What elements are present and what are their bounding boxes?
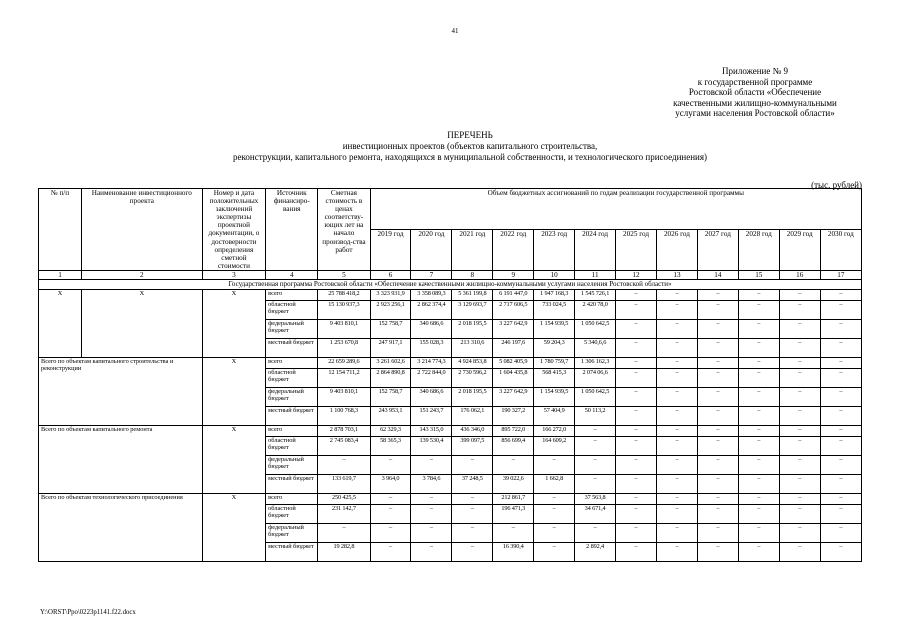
year-amount: – [738,289,779,300]
year-amount: – [779,474,820,493]
year-amount: – [697,300,738,319]
group-name: Всего по объектам технологического присоединения [39,493,203,561]
year-amount: 1 050 642,5 [575,387,616,406]
year-amount: 37 563,8 [575,493,616,504]
year-amount: – [575,474,616,493]
year-amount: – [411,542,452,561]
year-amount: – [575,425,616,436]
estimated-cost: 19 282,8 [318,542,370,561]
year-amount: 2 892,4 [575,542,616,561]
year-amount: – [370,542,411,561]
funding-source: областной бюджет [266,368,318,387]
year-amount: – [738,338,779,357]
year-amount: – [616,357,657,368]
year-amount: – [738,493,779,504]
year-amount: – [779,357,820,368]
year-amount: 176 062,1 [452,406,493,425]
year-amount: – [370,504,411,523]
year-amount: 59 204,3 [534,338,575,357]
column-number: 9 [493,270,534,279]
column-number: 16 [779,270,820,279]
year-amount: – [452,493,493,504]
year-amount: 1 604 435,8 [493,368,534,387]
header-year: 2023 год [534,229,575,270]
year-amount: 1 154 939,5 [534,319,575,338]
header-year: 2027 год [697,229,738,270]
year-amount: – [738,504,779,523]
year-amount: 436 346,0 [452,425,493,436]
year-amount: – [738,542,779,561]
column-number: 4 [266,270,318,279]
year-amount: 5 361 199,8 [452,289,493,300]
year-amount: 856 699,4 [493,436,534,455]
year-amount: 733 024,5 [534,300,575,319]
year-amount: 2 018 195,5 [452,387,493,406]
column-numbers-row [39,270,862,279]
year-amount: 3 323 931,9 [370,289,411,300]
column-number: 2 [81,270,202,279]
year-amount: 1 947 168,3 [534,289,575,300]
year-amount: – [452,455,493,474]
column-number: 6 [370,270,411,279]
year-amount: – [820,474,861,493]
page-number: 41 [451,27,459,35]
year-amount: – [779,368,820,387]
year-amount: 2 074 06,6 [575,368,616,387]
funding-source: местный бюджет [266,474,318,493]
column-number: 5 [318,270,370,279]
year-amount: 50 113,2 [575,406,616,425]
header-year: 2020 год [411,229,452,270]
year-amount: – [656,504,697,523]
units-label: (тыс. рублей) [811,180,862,190]
year-amount: – [738,368,779,387]
year-amount: – [697,523,738,542]
year-amount: – [697,425,738,436]
column-number: 14 [697,270,738,279]
year-amount: – [820,319,861,338]
year-amount: – [738,387,779,406]
program-title: Государственная программа Ростовской области «Обеспечение качественными жилищно-коммунальными услугами населения Ростовской области» [39,279,862,289]
year-amount: 3 227 642,9 [493,387,534,406]
header-year: 2028 год [738,229,779,270]
year-amount: – [738,455,779,474]
estimated-cost: 25 788 418,2 [318,289,370,300]
year-amount: 164 609,2 [534,436,575,455]
year-amount: – [616,436,657,455]
estimated-cost: – [318,523,370,542]
year-amount: – [697,542,738,561]
year-amount: – [656,406,697,425]
year-amount: 6 191 447,0 [493,289,534,300]
table-row [39,289,862,300]
year-amount: 340 686,6 [411,319,452,338]
year-amount: 190 327,2 [493,406,534,425]
annex-line: Приложение № 9 [722,66,788,76]
year-amount: 152 758,7 [370,319,411,338]
project-name: Х [81,289,202,357]
estimated-cost: – [318,455,370,474]
table-row [39,425,862,436]
year-amount: – [616,406,657,425]
annex-line: Ростовской области «Обеспечение [688,87,822,97]
year-amount: – [697,368,738,387]
year-amount: 139 530,4 [411,436,452,455]
year-amount: 155 028,3 [411,338,452,357]
year-amount: – [738,319,779,338]
year-amount: – [656,436,697,455]
year-amount: – [656,357,697,368]
estimated-cost: 1 100 768,3 [318,406,370,425]
year-amount: – [656,493,697,504]
year-amount: – [820,300,861,319]
year-amount: – [820,338,861,357]
year-amount: – [656,474,697,493]
estimated-cost: 9 403 810,1 [318,319,370,338]
year-amount: – [779,436,820,455]
funding-source: всего [266,357,318,368]
year-amount: – [820,504,861,523]
year-amount: – [820,425,861,436]
year-amount: – [779,387,820,406]
year-amount: – [493,523,534,542]
year-amount: 4 924 853,8 [452,357,493,368]
annex-line: к государственной программе [697,76,813,87]
year-amount: – [697,357,738,368]
year-amount: – [656,455,697,474]
year-amount: 3 964,0 [370,474,411,493]
title-line: инвестиционных проектов (объектов капитального строительства, [342,141,598,151]
year-amount: – [452,504,493,523]
year-amount: – [738,300,779,319]
year-amount: 57 404,9 [534,406,575,425]
year-amount: – [738,474,779,493]
year-amount: – [697,474,738,493]
year-amount: 2 018 195,5 [452,319,493,338]
year-amount: – [697,338,738,357]
group-name: Всего по объектам капитального строительства и реконструкции [39,357,203,425]
year-amount: 213 310,6 [452,338,493,357]
year-amount: – [779,455,820,474]
year-amount: – [616,504,657,523]
funding-source: федеральный бюджет [266,387,318,406]
year-amount: 1 545 726,1 [575,289,616,300]
header-num: № п/п [39,189,82,271]
annex-line: качественными жилищно-коммунальными [673,97,837,108]
year-amount: – [779,300,820,319]
year-amount: – [697,455,738,474]
header-estimated-cost: Сметная стоимость в ценах соответству-ющих лет на начало производ-ства работ [318,189,370,271]
year-amount: – [656,338,697,357]
column-number: 7 [411,270,452,279]
year-amount: – [738,436,779,455]
year-amount: – [370,455,411,474]
year-amount: – [820,387,861,406]
year-amount: – [779,523,820,542]
header-project-name: Наименование инвестиционного проекта [81,189,202,271]
header-year: 2026 год [656,229,697,270]
year-amount: – [616,542,657,561]
year-amount: – [820,542,861,561]
title-line: реконструкции, капитального ремонта, находящихся в муниципальной собственности, и технологического присоединения) [233,152,707,162]
year-amount: – [616,387,657,406]
year-amount: – [656,425,697,436]
year-amount: 2 717 606,5 [493,300,534,319]
year-amount: – [411,523,452,542]
funding-source: всего [266,425,318,436]
funding-source: федеральный бюджет [266,523,318,542]
header-expertise: Номер и дата положительных заключений экспертизы проектной документации, о достоверности определения сметной стоимости [202,189,265,271]
year-amount: 143 315,0 [411,425,452,436]
year-amount: 3 784,6 [411,474,452,493]
year-amount: – [534,493,575,504]
column-number: 8 [452,270,493,279]
column-number: 15 [738,270,779,279]
table-row [39,493,862,504]
year-amount: – [656,368,697,387]
estimated-cost: 15 130 937,3 [318,300,370,319]
year-amount: – [820,368,861,387]
year-amount: – [616,425,657,436]
estimated-cost: 22 659 289,6 [318,357,370,368]
year-amount: 58 365,3 [370,436,411,455]
header-year: 2021 год [452,229,493,270]
year-amount: – [616,474,657,493]
year-amount: 2 722 844,0 [411,368,452,387]
estimated-cost: 250 425,5 [318,493,370,504]
estimated-cost: 1 253 670,8 [318,338,370,357]
column-number: 11 [575,270,616,279]
year-amount: 62 329,3 [370,425,411,436]
year-amount: – [738,406,779,425]
year-amount: – [616,338,657,357]
funding-source: областной бюджет [266,504,318,523]
year-amount: 1 154 939,5 [534,387,575,406]
column-number: 10 [534,270,575,279]
funding-source: местный бюджет [266,338,318,357]
year-amount: – [820,493,861,504]
year-amount: 247 917,1 [370,338,411,357]
year-amount: – [616,493,657,504]
expertise-ref: Х [202,357,265,425]
investment-projects-table [38,188,862,562]
year-amount: – [411,493,452,504]
column-number: 12 [616,270,657,279]
funding-source: всего [266,493,318,504]
year-amount: – [697,436,738,455]
year-amount: – [493,455,534,474]
program-row [39,279,862,289]
year-amount: 3 261 602,6 [370,357,411,368]
year-amount: – [779,338,820,357]
year-amount: – [616,300,657,319]
year-amount: – [697,319,738,338]
funding-source: областной бюджет [266,436,318,455]
year-amount: 1 780 759,7 [534,357,575,368]
header-year: 2030 год [820,229,861,270]
file-path-footer: Y:\ORST\Ppo\0223p1141.f22.docx [40,609,136,616]
column-number: 3 [202,270,265,279]
header-year: 2024 год [575,229,616,270]
column-number: 1 [39,270,82,279]
row-num: Х [39,289,82,357]
year-amount: – [575,436,616,455]
year-amount: – [779,406,820,425]
year-amount: – [411,455,452,474]
year-amount: – [575,455,616,474]
year-amount: 3 214 774,3 [411,357,452,368]
estimated-cost: 9 403 810,1 [318,387,370,406]
year-amount: 1 306 162,3 [575,357,616,368]
year-amount: 196 471,3 [493,504,534,523]
year-amount: 243 953,1 [370,406,411,425]
year-amount: – [697,504,738,523]
year-amount: – [697,387,738,406]
funding-source: федеральный бюджет [266,455,318,474]
year-amount: – [534,455,575,474]
year-amount: 3 358 089,3 [411,289,452,300]
year-amount: 2 923 256,1 [370,300,411,319]
estimated-cost: 2 878 703,1 [318,425,370,436]
year-amount: 568 415,3 [534,368,575,387]
year-amount: 37 248,5 [452,474,493,493]
year-amount: – [779,542,820,561]
funding-source: местный бюджет [266,406,318,425]
year-amount: – [738,523,779,542]
annex-line: услугами населения Ростовской области» [675,108,835,118]
header-year: 2022 год [493,229,534,270]
year-amount: 3 227 642,9 [493,319,534,338]
estimated-cost: 2 745 083,4 [318,436,370,455]
year-amount: – [697,493,738,504]
annex-block [610,66,900,119]
table-row [39,357,862,368]
year-amount: 2 864 890,8 [370,368,411,387]
year-amount: – [779,425,820,436]
year-amount: 895 722,0 [493,425,534,436]
year-amount: 151 243,7 [411,406,452,425]
year-amount: 39 022,6 [493,474,534,493]
year-amount: – [820,289,861,300]
year-amount: 16 390,4 [493,542,534,561]
expertise-ref: Х [202,289,265,357]
year-amount: – [820,357,861,368]
header-year: 2019 год [370,229,411,270]
funding-source: местный бюджет [266,542,318,561]
year-amount: – [697,406,738,425]
year-amount: 1 050 642,5 [575,319,616,338]
year-amount: 2 862 374,4 [411,300,452,319]
year-amount: – [656,542,697,561]
year-amount: – [779,289,820,300]
year-amount: – [452,523,493,542]
group-name: Всего по объектам капитального ремонта [39,425,203,493]
header-funding-source: Источник финансиро-вания [266,189,318,271]
funding-source: всего [266,289,318,300]
funding-source: федеральный бюджет [266,319,318,338]
document-title [40,130,900,163]
year-amount: 212 861,7 [493,493,534,504]
year-amount: – [820,523,861,542]
year-amount: – [616,523,657,542]
table-body [39,289,862,561]
expertise-ref: Х [202,493,265,561]
year-amount: – [697,289,738,300]
year-amount: – [779,493,820,504]
expertise-ref: Х [202,425,265,493]
year-amount: 2 730 596,2 [452,368,493,387]
column-number: 13 [656,270,697,279]
year-amount: – [656,387,697,406]
year-amount: – [534,542,575,561]
year-amount: – [779,504,820,523]
header-budget-volume: Объем бюджетных ассигнований по годам реализации государственной программы [370,189,861,230]
header-year: 2029 год [779,229,820,270]
year-amount: – [820,436,861,455]
estimated-cost: 133 619,7 [318,474,370,493]
year-amount: 166 272,0 [534,425,575,436]
year-amount: 399 097,5 [452,436,493,455]
year-amount: 2 420 78,0 [575,300,616,319]
estimated-cost: 12 154 711,2 [318,368,370,387]
year-amount: – [534,504,575,523]
header-year: 2025 год [616,229,657,270]
year-amount: 3 129 693,7 [452,300,493,319]
year-amount: – [738,425,779,436]
year-amount: – [656,300,697,319]
year-amount: – [820,455,861,474]
year-amount: 34 671,4 [575,504,616,523]
year-amount: – [656,319,697,338]
column-number: 17 [820,270,861,279]
year-amount: 1 662,8 [534,474,575,493]
year-amount: 340 686,6 [411,387,452,406]
year-amount: – [452,542,493,561]
year-amount: – [779,319,820,338]
year-amount: – [534,523,575,542]
year-amount: – [616,368,657,387]
year-amount: – [616,319,657,338]
year-amount: – [738,357,779,368]
year-amount: – [370,523,411,542]
year-amount: – [616,289,657,300]
year-amount: 246 197,6 [493,338,534,357]
year-amount: 5 082 405,9 [493,357,534,368]
year-amount: – [656,523,697,542]
year-amount: 152 758,7 [370,387,411,406]
title-heading: ПЕРЕЧЕНЬ [447,130,493,140]
year-amount: – [411,504,452,523]
year-amount: – [575,523,616,542]
funding-source: областной бюджет [266,300,318,319]
year-amount: – [616,455,657,474]
year-amount: 5 340,6,6 [575,338,616,357]
estimated-cost: 231 142,7 [318,504,370,523]
year-amount: – [820,406,861,425]
year-amount: – [370,493,411,504]
year-amount: – [656,289,697,300]
